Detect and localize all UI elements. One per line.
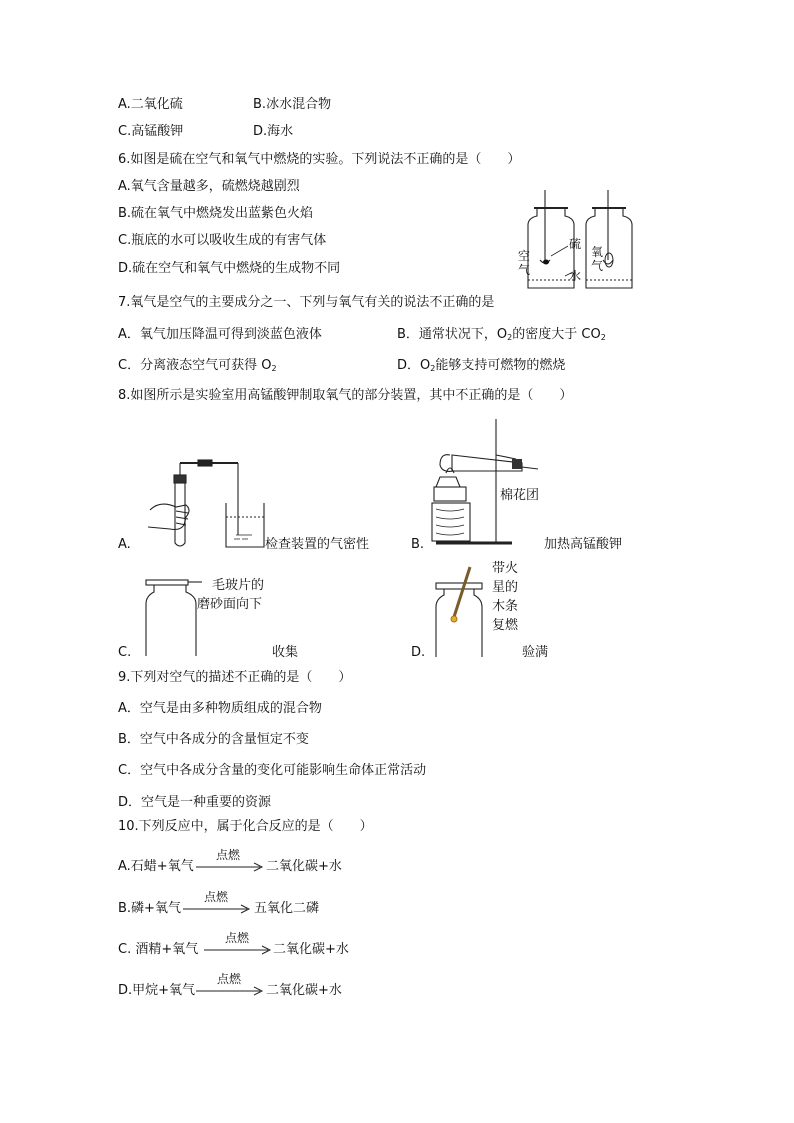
q8-a-letter: A. (118, 537, 131, 552)
stopper-icon (512, 459, 522, 469)
q6-label-air-1: 空 (518, 249, 531, 263)
q8-figure-c-gas-bottle (140, 578, 205, 658)
q8-b-caption: 加热高锰酸钾 (544, 537, 623, 552)
q10-option-d-condition: 点燃 (217, 972, 242, 986)
q6-label-oxygen-1: 氧 (591, 245, 604, 259)
q6-option-d: D.硫在空气和氧气中燃烧的生成物不同 (118, 261, 341, 276)
q6-label-sulfur: 硫 (569, 237, 582, 251)
q10-option-c-arrow (204, 945, 272, 955)
sulfur-left-icon (543, 260, 549, 265)
q5-option-a: A.二氧化硫 (118, 97, 183, 112)
q8-b-label-cotton: 棉花团 (500, 488, 540, 503)
q9-option-c: C．空气中各成分含量的变化可能影响生命体正常活动 (118, 763, 427, 778)
q6-option-a: A.氧气含量越多，硫燃烧越剧烈 (118, 179, 300, 194)
ember-icon (451, 616, 457, 622)
q7-option-a: A．氧气加压降温可得到淡蓝色液体 (118, 327, 322, 342)
q6-sulfur-bottles-figure (510, 190, 640, 295)
q10-option-a-arrow (196, 862, 264, 872)
q10-option-d-left: D.甲烷+氧气 (118, 983, 196, 998)
q8-c-label-2: 磨砂面向下 (197, 597, 263, 612)
q8-d-letter: D. (411, 645, 426, 660)
q8-b-letter: B. (411, 537, 425, 552)
q8-figure-d-test-full (430, 565, 495, 660)
q6-option-b: B.硫在氧气中燃烧发出蓝紫色火焰 (118, 206, 314, 221)
q10-option-d-arrow (196, 986, 264, 996)
q10-option-c-right: 二氧化碳+水 (273, 942, 349, 957)
q10-option-b-left: B.磷+氧气 (118, 901, 181, 916)
q8-c-label-1: 毛玻片的 (212, 578, 265, 593)
q10-option-b-condition: 点燃 (204, 890, 229, 904)
q9-option-b: B．空气中各成分的含量恒定不变 (118, 732, 309, 747)
q8-d-label-1: 带火 (492, 561, 519, 576)
q8-figure-a-airtightness (140, 455, 265, 550)
flame-icon (605, 253, 613, 267)
q8-d-label-3: 木条 (492, 599, 519, 614)
q10-option-a-right: 二氧化碳+水 (266, 859, 342, 874)
q6-label-oxygen-2: 气 (591, 259, 604, 273)
q6-label-water: 水 (569, 269, 582, 283)
q8-d-caption: 验满 (522, 645, 549, 660)
q5-option-d: D.海水 (253, 124, 294, 139)
q6-stem: 6.如图是硫在空气和氧气中燃烧的实验。下列说法不正确的是（ ） (118, 152, 521, 167)
q7-option-c: C．分离液态空气可获得 $O_2$ (118, 358, 277, 373)
q10-option-b-right: 五氧化二磷 (254, 901, 320, 916)
q10-option-c-condition: 点燃 (225, 931, 250, 945)
q8-figure-b-heating (426, 415, 546, 550)
q8-c-caption: 收集 (272, 645, 299, 660)
q8-d-label-4: 复燃 (492, 618, 519, 633)
q8-stem: 8.如图所示是实验室用高锰酸钾制取氧气的部分装置，其中不正确的是（ ） (118, 388, 573, 403)
q8-a-caption: 检查装置的气密性 (265, 537, 370, 552)
q10-option-a-condition: 点燃 (216, 848, 241, 862)
q8-c-letter: C. (118, 645, 132, 660)
q9-option-a: A．空气是由多种物质组成的混合物 (118, 701, 322, 716)
q6-option-c: C.瓶底的水可以吸收生成的有害气体 (118, 233, 327, 248)
q5-option-c: C.高锰酸钾 (118, 124, 184, 139)
q8-d-label-2: 星的 (492, 580, 519, 595)
q10-option-d-right: 二氧化碳+水 (266, 983, 342, 998)
q10-stem: 10.下列反应中，属于化合反应的是（ ） (118, 819, 373, 834)
q7-option-d: D．$O_2$能够支持可燃物的燃烧 (397, 358, 566, 373)
q7-option-b: B．通常状况下，$O_2$的密度大于 $CO_2$ (397, 327, 606, 342)
q9-option-d: D．空气是一种重要的资源 (118, 795, 272, 810)
q10-option-a-left: A.石蜡+氧气 (118, 859, 194, 874)
q9-stem: 9.下列对空气的描述不正确的是（ ） (118, 670, 352, 685)
q7-stem: 7.氧气是空气的主要成分之一、下列与氧气有关的说法不正确的是 (118, 295, 495, 310)
q10-option-b-arrow (183, 904, 251, 914)
q10-option-c-left: C. 酒精+氧气 (118, 942, 199, 957)
q6-label-air-2: 气 (518, 263, 531, 277)
q5-option-b: B.冰水混合物 (253, 97, 332, 112)
